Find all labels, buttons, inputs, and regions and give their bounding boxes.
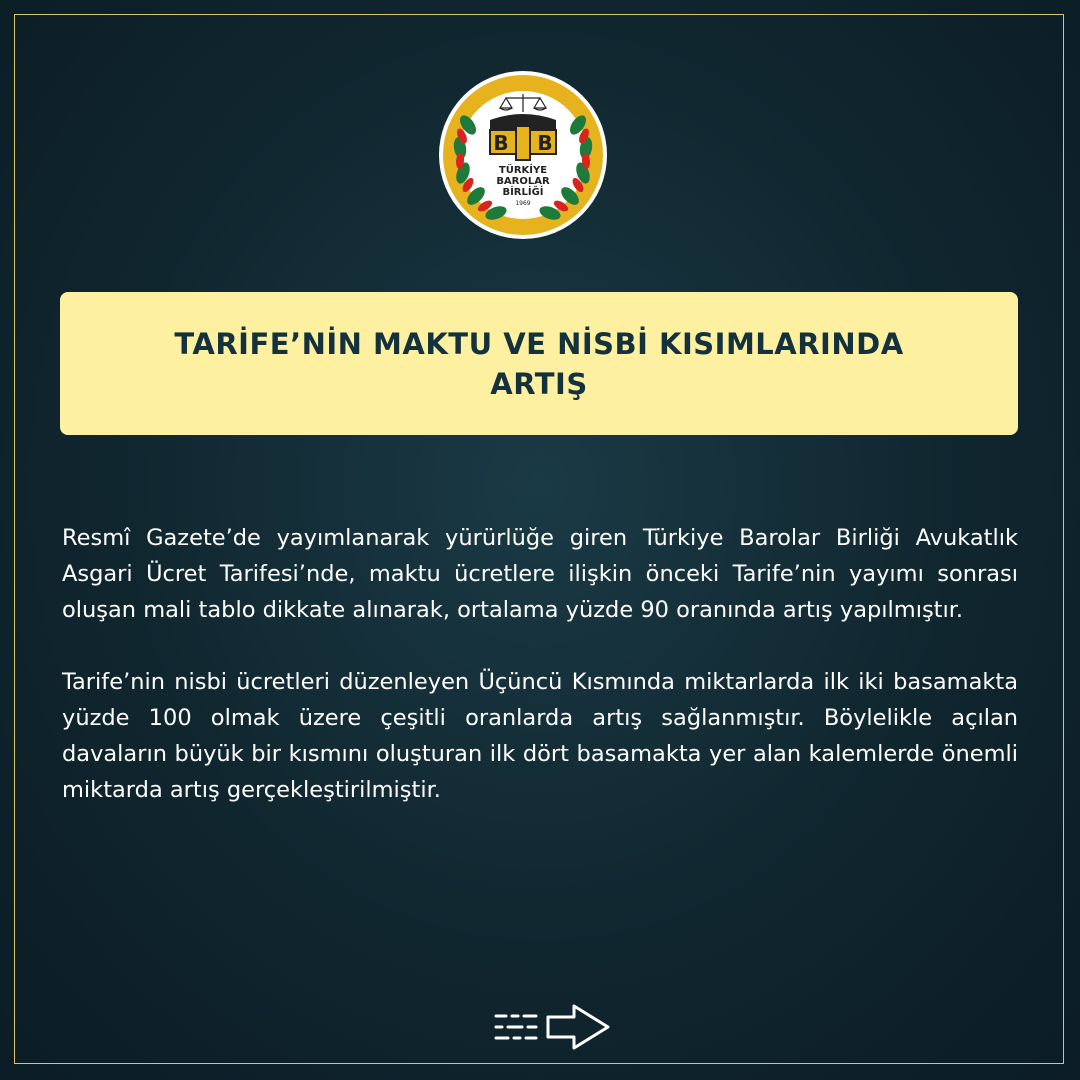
title-line-1: TARİFE’NİN MAKTU VE NİSBİ KISIMLARINDA (174, 326, 904, 361)
page-title (174, 324, 903, 404)
title-banner (60, 292, 1018, 435)
tbb-logo (438, 70, 608, 240)
logo-org-line3: BİRLİĞİ (502, 187, 544, 198)
logo-year: 1969 (515, 200, 531, 207)
logo-initial-left: B (493, 131, 509, 155)
paragraph-2: Tarife’nin nisbi ücretleri düzenleyen Üçüncü Kısmında miktarlarda ilk iki basamakta yüzde 100 olmak üzere çeşitli oranlarda artış sağlanmıştır. Böylelikle açılan davaların büyük bir kısmını oluşturan ilk dört basamakta yer alan kalemlerde önemli miktarda artış gerçekleştirilmiştir. (62, 669, 1018, 803)
title-line-2: ARTIŞ (490, 366, 588, 401)
logo-initial-right: B (537, 131, 553, 155)
next-arrow-icon[interactable] (490, 1000, 615, 1054)
body-text (62, 520, 1018, 808)
logo-org-line1: TÜRKİYE (498, 165, 548, 176)
logo-org-line2: BAROLAR (496, 176, 550, 187)
paragraph-1: Resmî Gazete’de yayımlanarak yürürlüğe giren Türkiye Barolar Birliği Avukatlık Asgari Ücret Tarifesi’nde, maktu ücretlere ilişkin önceki Tarife’nin yayımı sonrası oluşan mali tablo dikkate alınarak, ortalama yüzde 90 oranında artış yapılmıştır. (62, 525, 1018, 623)
